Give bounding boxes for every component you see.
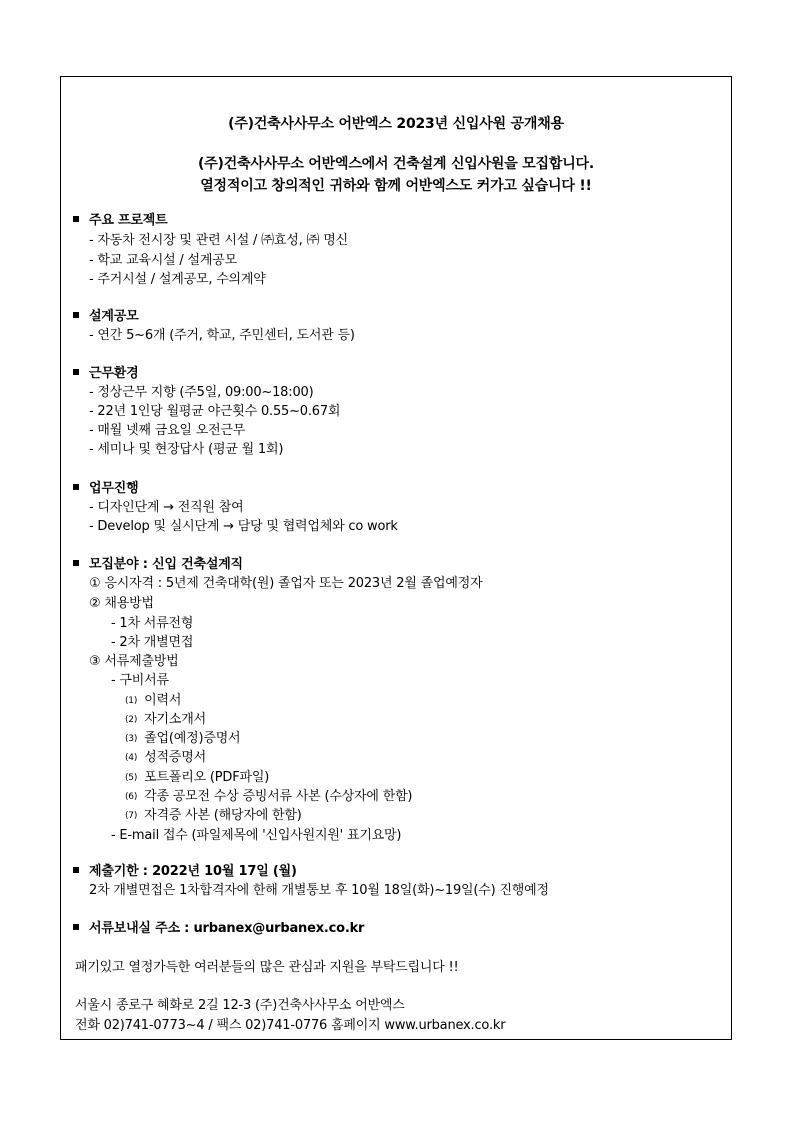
section-deadline [73,865,297,878]
square-bullet-icon [73,312,79,318]
doc-item [125,809,302,822]
qualification-line: ① 응시자격 : 5년제 건축대학(원) 졸업자 또는 2023년 2월 졸업예정자 [89,576,483,591]
method-heading: ② 채용방법 [89,596,154,611]
list-item: - 매월 넷째 금요일 오전근무 [89,423,246,438]
list-item: - 디자인단계 → 전직원 참여 [89,500,244,515]
footer-address: 서울시 종로구 혜화로 2길 12-3 (주)건축사사무소 어반엑스 [75,998,405,1013]
list-item: - 자동차 전시장 및 관련 시설 / ㈜효성, ㈜ 명신 [89,233,348,248]
docs-heading: - 구비서류 [111,673,169,688]
section-workflow [73,482,138,495]
doc-number: (7) [125,811,138,821]
doc-item [125,790,412,803]
list-item: - 연간 5~6개 (주거, 학교, 주민센터, 도서관 등) [89,328,355,343]
list-item: - Develop 및 실시단계 → 담당 및 협력업체와 co work [89,519,398,534]
section-projects [73,214,167,227]
section-competition [73,310,138,323]
page-title: (주)건축사사무소 어반엑스 2023년 신입사원 공개채용 [228,116,564,132]
section-environment [73,367,138,380]
list-item: - 1차 서류전형 [111,616,194,631]
doc-item [125,751,206,764]
section-heading: 주요 프로젝트 [89,213,168,228]
list-item: - 22년 1인당 월평균 야근횟수 0.55~0.67회 [89,404,341,419]
doc-label: 자격증 사본 (해당자에 한함) [144,808,302,823]
doc-item [125,694,181,707]
doc-number: (2) [125,715,138,725]
doc-label: 졸업(예정)증명서 [144,731,241,746]
list-item: - 학교 교육시설 / 설계공모 [89,253,237,268]
section-address [73,922,364,935]
list-item: - 정상근무 지향 (주5일, 09:00~18:00) [89,385,314,400]
submission-email: 서류보내실 주소 : urbanex@urbanex.co.kr [89,921,365,936]
intro-line-2: 열정적이고 창의적인 귀하와 함께 어반엑스도 커가고 싶습니다 !! [200,178,592,194]
list-item: - 2차 개별면접 [111,635,194,650]
doc-item [125,771,269,784]
square-bullet-icon [73,924,79,930]
square-bullet-icon [73,369,79,375]
section-heading: 근무환경 [89,366,139,381]
document-frame [60,76,732,1040]
footer-contact: 전화 02)741-0773~4 / 팩스 02)741-0776 홈페이지 www.urbanex.co.kr [75,1018,506,1033]
section-heading: 설계공모 [89,309,139,324]
section-recruit [73,558,243,571]
list-item: - 세미나 및 현장답사 (평균 월 1회) [89,442,284,457]
doc-number: (1) [125,696,138,706]
doc-number: (5) [125,773,138,783]
deadline-note: 2차 개별면접은 1차합격자에 한해 개별통보 후 10월 18일(화)~19일(수) 진행예정 [89,883,549,898]
doc-item [125,713,206,726]
square-bullet-icon [73,867,79,873]
section-heading: 업무진행 [89,481,139,496]
doc-label: 성적증명서 [144,750,206,765]
intro-line-1: (주)건축사사무소 어반엑스에서 건축설계 신입사원을 모집합니다. [198,156,594,172]
doc-label: 이력서 [144,693,182,708]
doc-label: 포트폴리오 (PDF파일) [144,770,270,785]
doc-label: 자기소개서 [144,712,206,727]
square-bullet-icon [73,216,79,222]
doc-number: (4) [125,753,138,763]
square-bullet-icon [73,560,79,566]
doc-label: 각종 공모전 수상 증빙서류 사본 (수상자에 한함) [144,789,413,804]
doc-number: (6) [125,792,138,802]
submit-heading: ③ 서류제출방법 [89,654,179,669]
closing-message: 패기있고 열정가득한 여러분들의 많은 관심과 지원을 부탁드립니다 !! [75,960,459,975]
doc-item [125,732,240,745]
email-note: - E-mail 접수 (파일제목에 '신입사원지원' 표기요망) [111,828,402,843]
section-heading: 제출기한 : 2022년 10월 17일 (월) [89,864,297,879]
square-bullet-icon [73,484,79,490]
doc-number: (3) [125,734,138,744]
list-item: - 주거시설 / 설계공모, 수의계약 [89,272,266,287]
section-heading: 모집분야 : 신입 건축설계직 [89,557,243,572]
